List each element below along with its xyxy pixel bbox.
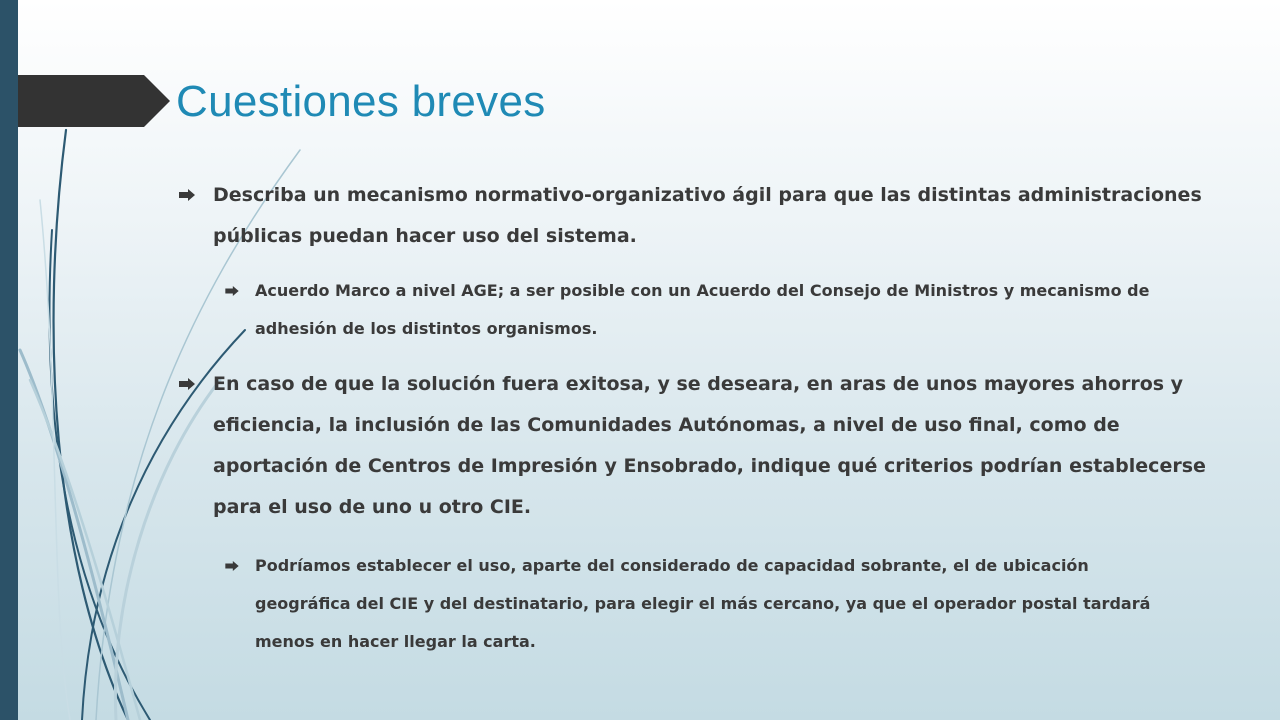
bullet-text: En caso de que la solución fuera exitosa, y se deseara, en aras de unos mayores ahorros y eficiencia, la inclusión de las Comunidades Autónomas, a nivel de uso final, como de aportación de Centros de Impresión y Ensobrado, indique qué criterios podrían establecerse para el uso de uno u otro CIE. — [213, 373, 1206, 518]
arrow-right-icon — [225, 547, 239, 585]
arrow-right-icon — [225, 272, 239, 310]
sub-bullet-item — [255, 547, 1155, 661]
sub-bullet-item — [255, 272, 1155, 348]
title-tab-shape — [18, 75, 170, 127]
sub-bullet-text: Podríamos establecer el uso, aparte del considerado de capacidad sobrante, el de ubicación geográfica del CIE y del destinatario, para elegir el más cercano, ya que el operador postal tardará menos en hacer llegar la carta. — [255, 556, 1151, 651]
arrow-right-icon — [179, 175, 195, 216]
bullet-item — [213, 175, 1223, 257]
arrow-right-icon — [179, 364, 195, 405]
bullet-item — [213, 364, 1223, 528]
sub-bullet-text: Acuerdo Marco a nivel AGE; a ser posible con un Acuerdo del Consejo de Ministros y mecanismo de adhesión de los distintos organismos. — [255, 281, 1150, 338]
slide-title: Cuestiones breves — [176, 77, 546, 126]
bullet-text: Describa un mecanismo normativo-organizativo ágil para que las distintas administraciones públicas puedan hacer uso del sistema. — [213, 184, 1202, 247]
